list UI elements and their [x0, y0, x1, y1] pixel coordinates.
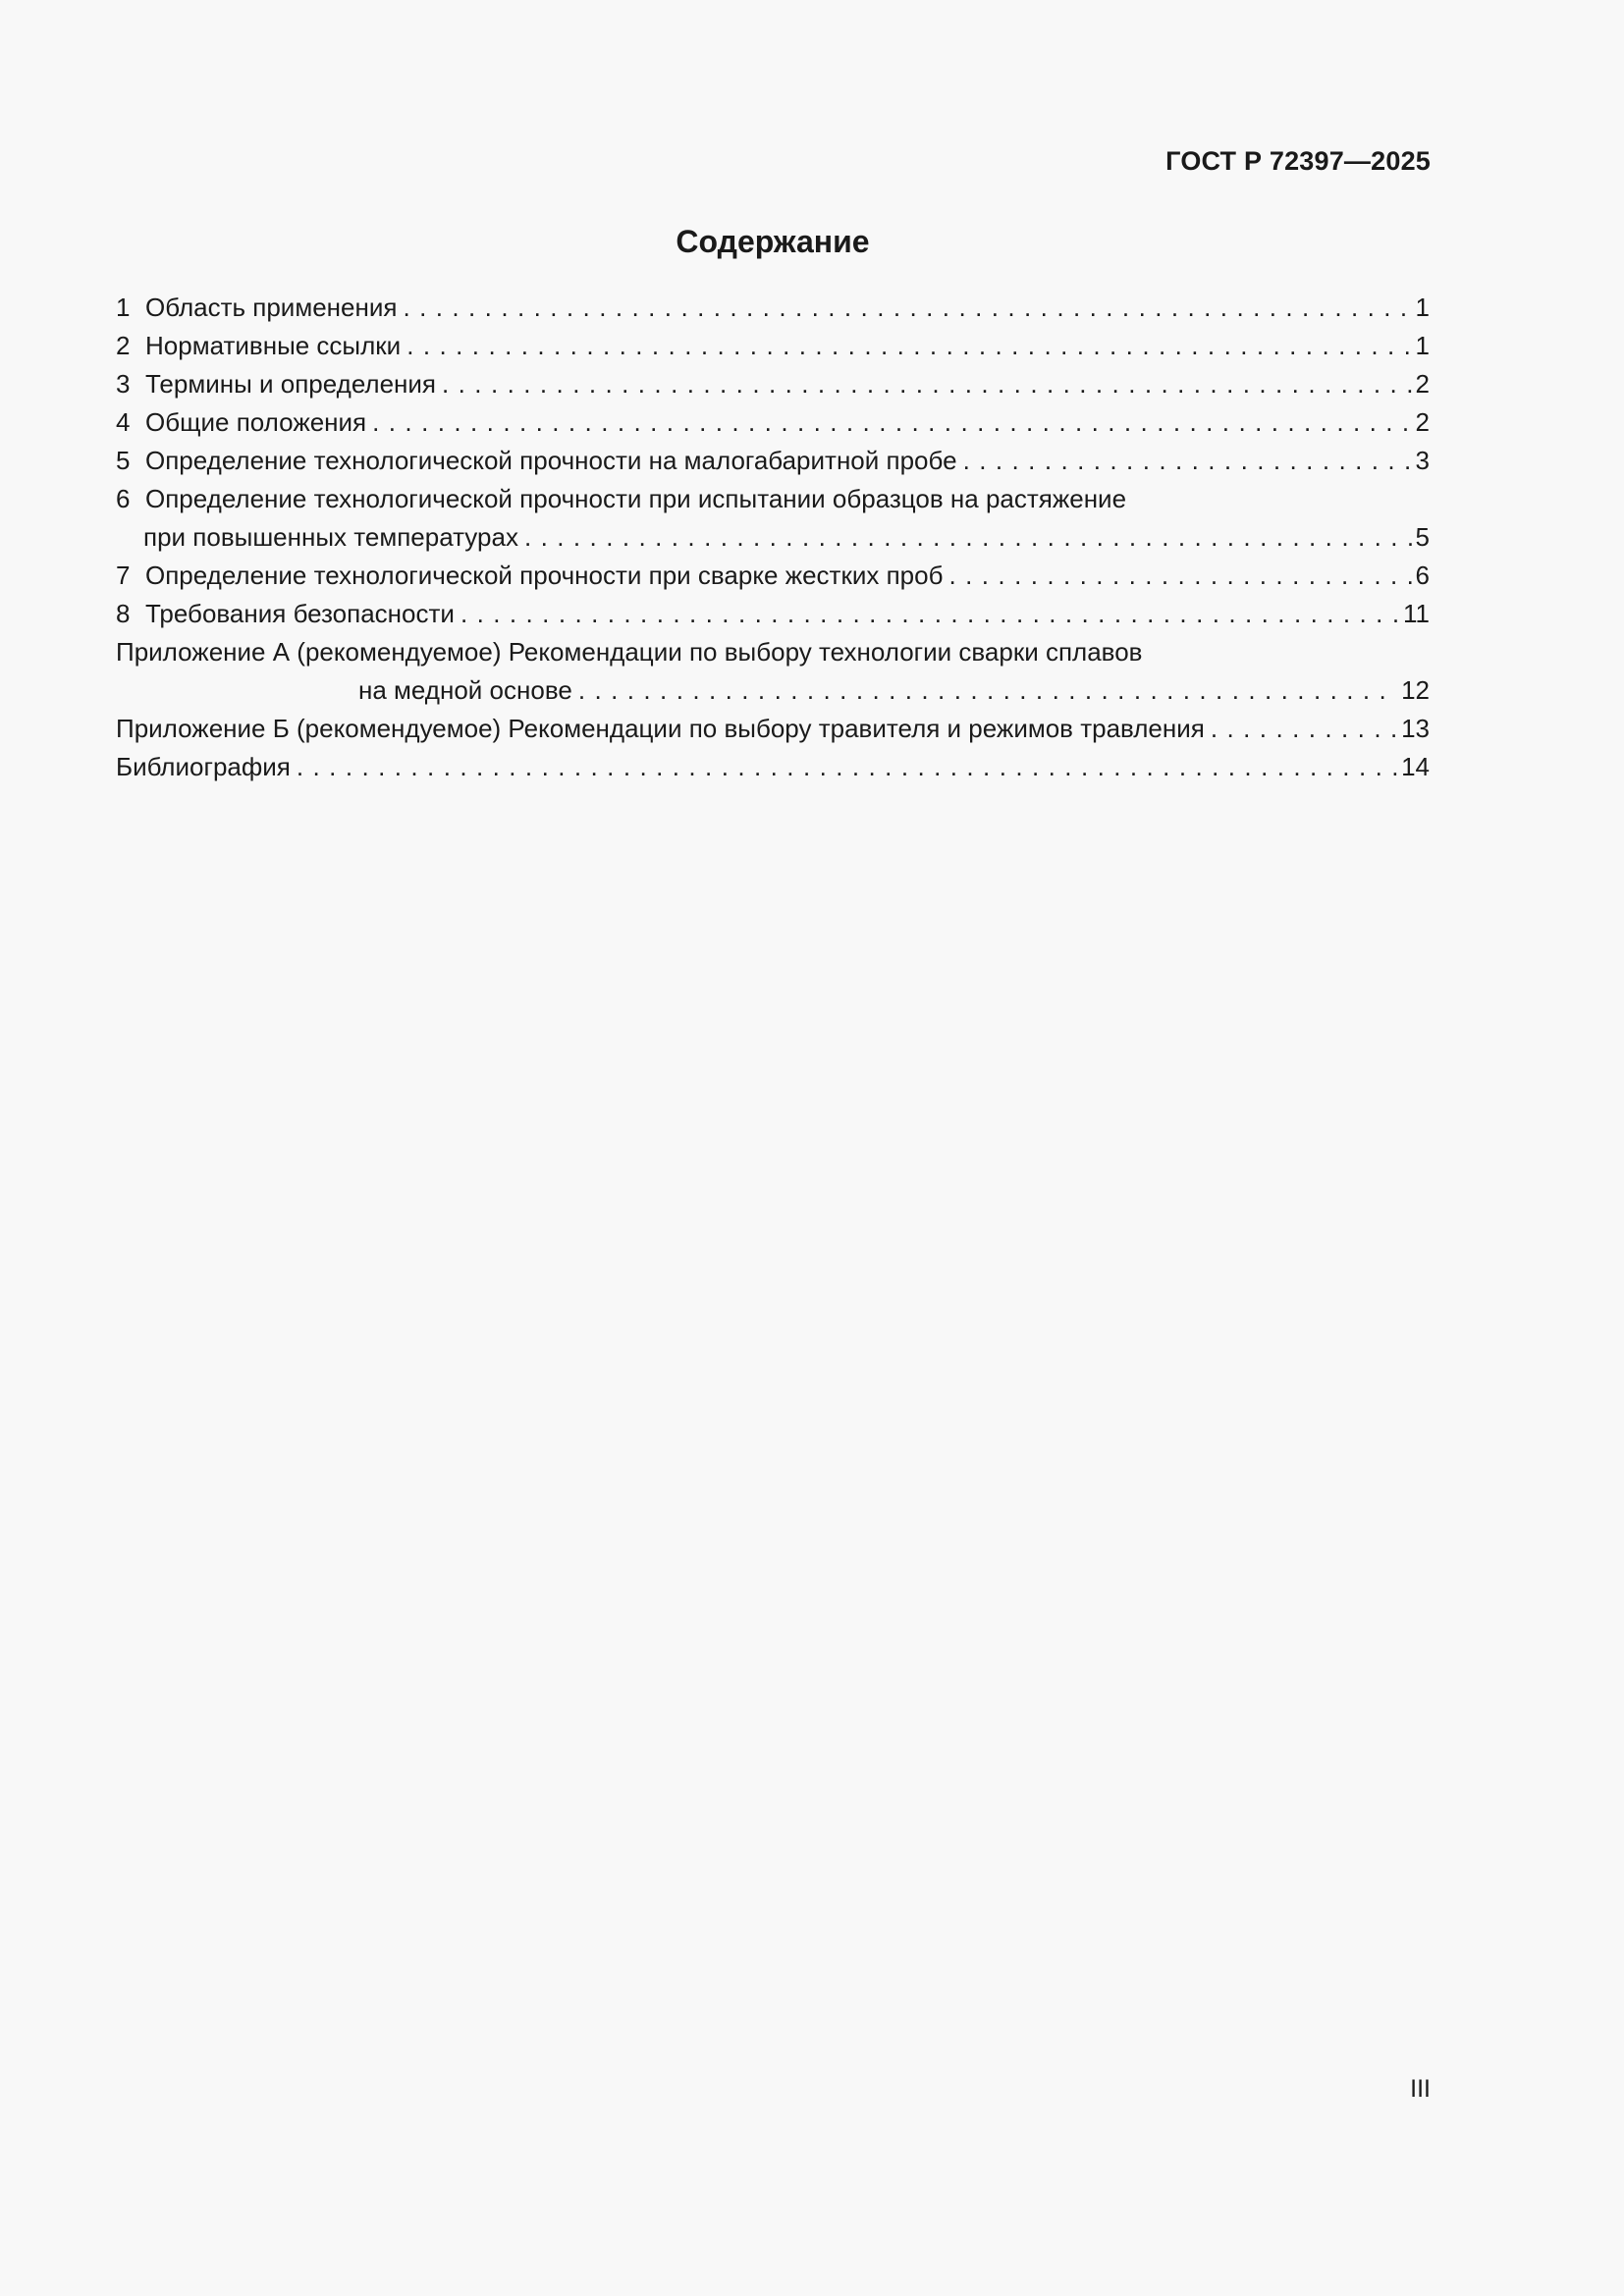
toc-entry-text: Общие положения	[145, 407, 367, 437]
toc-appendix-a-continuation[interactable]	[116, 671, 1430, 710]
toc-entry-page: 1	[1415, 331, 1430, 360]
toc-entry-6[interactable]	[116, 480, 1430, 518]
toc-bibliography-page: 14	[1401, 752, 1430, 781]
dot-leader	[963, 442, 1412, 480]
toc-entry-number: 2	[116, 331, 131, 360]
toc-entry-text: при повышенных температурах	[143, 522, 518, 552]
toc-entry-page: 6	[1415, 561, 1430, 590]
toc-bibliography-text: Библиография	[116, 752, 291, 781]
toc-entry-5[interactable]	[116, 442, 1430, 480]
toc-entry-6-continuation[interactable]	[116, 518, 1430, 557]
toc-entry-text: Определение технологической прочности на малогабаритной пробе	[145, 446, 957, 475]
toc-entry-text: Область применения	[145, 293, 398, 322]
toc-entry-number: 6	[116, 484, 131, 513]
toc-entry-page: 2	[1415, 407, 1430, 437]
dot-leader	[948, 557, 1411, 595]
toc-entry-text: Определение технологической прочности при испытании образцов на растяжение	[145, 484, 1127, 513]
dot-leader	[372, 403, 1411, 442]
toc-entry-text: Определение технологической прочности при сварке жестких проб	[145, 561, 944, 590]
page-number: III	[1410, 2075, 1431, 2103]
toc-entry-number: 1	[116, 293, 131, 322]
toc-appendix-page: 12	[1401, 675, 1430, 705]
toc-entry-number: 8	[116, 599, 131, 628]
dot-leader	[297, 748, 1397, 786]
toc-bibliography[interactable]	[116, 748, 1430, 786]
dot-leader	[442, 365, 1412, 403]
toc-appendix-b[interactable]	[116, 710, 1430, 748]
dot-leader	[1211, 710, 1397, 748]
toc-entry-number: 7	[116, 561, 131, 590]
toc-appendix-a[interactable]	[116, 633, 1430, 671]
toc-entry-page: 5	[1415, 522, 1430, 552]
toc-entry-number: 5	[116, 446, 131, 475]
document-code: ГОСТ Р 72397—2025	[1165, 146, 1431, 176]
toc-entry-number: 4	[116, 407, 131, 437]
toc-entry-page: 2	[1415, 369, 1430, 399]
toc-entry-page: 1	[1415, 293, 1430, 322]
toc-appendix-text: на медной основе	[358, 675, 572, 705]
toc-appendix-text: Приложение А (рекомендуемое) Рекомендации по выбору технологии сварки сплавов	[116, 637, 1143, 667]
toc-entry-4[interactable]	[116, 403, 1430, 442]
toc-entry-page: 11	[1403, 599, 1430, 628]
toc-entry-7[interactable]	[116, 557, 1430, 595]
toc-title: Содержание	[676, 224, 870, 259]
toc-entry-text: Термины и определения	[145, 369, 437, 399]
toc-entry-8[interactable]	[116, 595, 1430, 633]
dot-leader	[578, 671, 1397, 710]
table-of-contents	[116, 289, 1430, 786]
dot-leader	[403, 289, 1411, 327]
toc-appendix-page: 13	[1401, 714, 1430, 743]
toc-entry-text: Требования безопасности	[145, 599, 455, 628]
toc-entry-text: Нормативные ссылки	[145, 331, 402, 360]
toc-appendix-text: Приложение Б (рекомендуемое) Рекомендации по выбору травителя и режимов травления	[116, 714, 1205, 743]
toc-entry-page: 3	[1415, 446, 1430, 475]
dot-leader	[524, 518, 1412, 557]
dot-leader	[460, 595, 1399, 633]
toc-entry-1[interactable]	[116, 289, 1430, 327]
toc-entry-number: 3	[116, 369, 131, 399]
toc-entry-2[interactable]	[116, 327, 1430, 365]
toc-entry-3[interactable]	[116, 365, 1430, 403]
dot-leader	[406, 327, 1411, 365]
